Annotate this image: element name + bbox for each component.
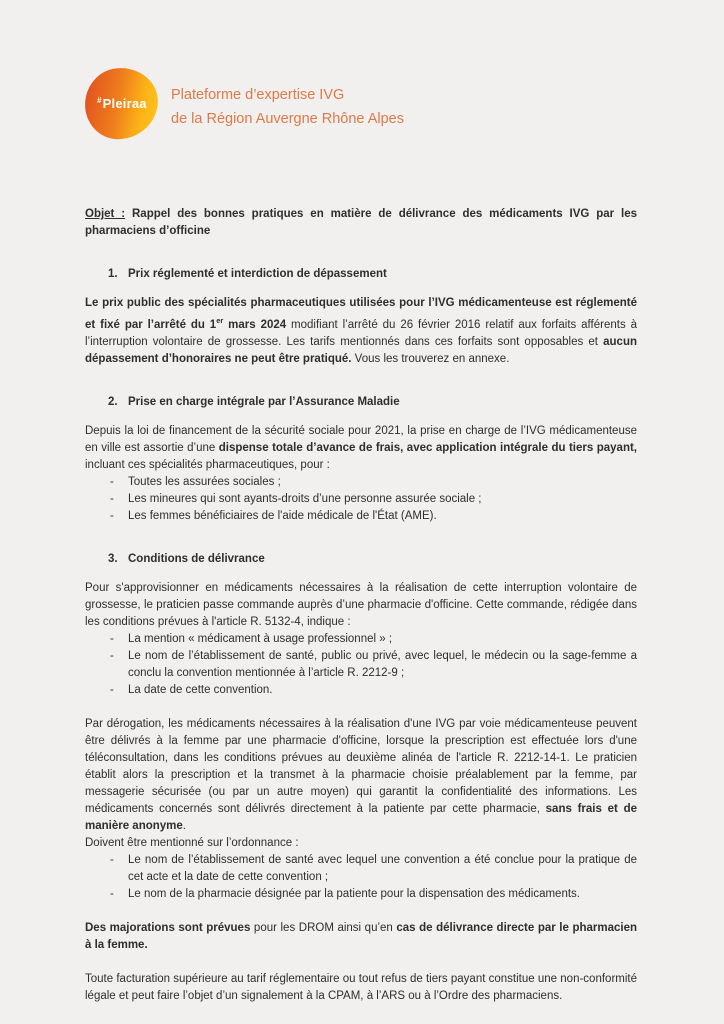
bullet-dash: - bbox=[110, 475, 114, 488]
section-3-bullet-list-1 bbox=[85, 631, 637, 699]
bullet-item: - Le nom de la pharmacie désignée par la patiente pour la dispensation des médicaments. bbox=[85, 886, 637, 903]
section-2-title: Prise en charge intégrale par l’Assurance Maladie bbox=[128, 395, 400, 408]
bullet-dash: - bbox=[110, 649, 114, 662]
bullet-item: - Les mineures qui sont ayants-droits d’une personne assurée sociale ; bbox=[85, 491, 637, 508]
section-3-paragraph-1: Pour s'approvisionner en médicaments nécessaires à la réalisation de cette interruption volontaire de grossesse, le praticien passe commande auprès d’une pharmacie d'officine. Cette commande, rédigée dans les conditions prévues à l'article R. 5132-4, indique : bbox=[85, 581, 637, 628]
section-1-heading bbox=[85, 266, 637, 283]
bullet-dash: - bbox=[110, 887, 114, 900]
bullet-item: - Le nom de l’établissement de santé, public ou privé, avec lequel, le médecin ou la sage-femme a conclu la convention mentionnée à l’article R. 2212-9 ; bbox=[85, 648, 637, 682]
bullet-item: - La date de cette convention. bbox=[85, 682, 637, 699]
ordonnance-intro-line: Doivent être mentionné sur l’ordonnance : bbox=[85, 836, 299, 849]
section-2-number: 2. bbox=[108, 395, 118, 408]
letterhead-title bbox=[171, 68, 404, 139]
subject-text: Rappel des bonnes pratiques en matière de délivrance des médicaments IVG par les pharmaciens d’officine bbox=[85, 208, 637, 237]
section-3-heading bbox=[85, 551, 637, 568]
logo-name: Pleiraa bbox=[102, 96, 147, 112]
bullet-dash: - bbox=[110, 632, 114, 645]
bullet-item: - La mention « médicament à usage professionnel » ; bbox=[85, 631, 637, 648]
bullet-item: - Toutes les assurées sociales ; bbox=[85, 474, 637, 491]
bullet-item: - Les femmes bénéficiaires de l'aide médicale de l'État (AME). bbox=[85, 508, 637, 525]
closing-paragraph-2: Toute facturation supérieure au tarif réglementaire ou tout refus de tiers payant constitue une non-conformité légale et peut faire l’objet d’un signalement à la CPAM, à l’ARS ou à l’Ordre des pharmaciens. bbox=[85, 972, 637, 1002]
bullet-dash: - bbox=[110, 683, 114, 696]
section-1-number: 1. bbox=[108, 268, 118, 280]
logo-wordmark bbox=[97, 96, 147, 111]
bullet-dash: - bbox=[110, 492, 114, 505]
letterhead bbox=[85, 0, 724, 139]
section-3-bullet-list-2 bbox=[85, 852, 637, 903]
logo-hash-icon: # bbox=[96, 96, 102, 106]
section-2-bullet-list bbox=[85, 474, 637, 525]
subject-line bbox=[85, 206, 637, 240]
section-2-paragraph: Depuis la loi de financement de la sécurité sociale pour 2021, la prise en charge de l’IVG médicamenteuse en ville est assortie d’une dispense totale d’avance de frais, avec application intégrale du tiers payant, incluant ces spécialités pharmaceutiques, pour : bbox=[85, 424, 638, 471]
section-3-paragraph-2: Par dérogation, les médicaments nécessaires à la réalisation d'une IVG par voie médicamenteuse peuvent être délivrés à la femme par une pharmacie d'officine, lorsque la prescription est effectuée lors d'une téléconsultation, dans les conditions prévues au deuxième alinéa de l'article R. 2212-14-1. Le praticien établit alors la prescription et la transmet à la pharmacie choisie préalablement par la femme, par messagerie sécurisée (ou par un autre moyen) qui garantit la confidentialité des informations. Les médicaments concernés sont délivrés directement à la patiente par cette pharmacie, sans frais et de manière anonyme. bbox=[85, 717, 638, 832]
pleiraa-logo bbox=[83, 66, 161, 142]
letterhead-title-line1: Plateforme d’expertise IVG bbox=[171, 87, 345, 103]
section-3-title: Conditions de délivrance bbox=[128, 552, 265, 565]
section-2-heading bbox=[85, 394, 637, 411]
subject-label: Objet : bbox=[85, 208, 126, 220]
closing-paragraph-1: Des majorations sont prévues pour les DROM ainsi qu’en cas de délivrance directe par le pharmacien à la femme. bbox=[85, 921, 637, 951]
bullet-item: - Le nom de l’établissement de santé avec lequel une convention a été conclue pour la pratique de cet acte et la date de cette convention ; bbox=[85, 852, 637, 886]
bullet-dash: - bbox=[110, 853, 114, 866]
section-1-title: Prix réglementé et interdiction de dépassement bbox=[128, 268, 387, 280]
bullet-dash: - bbox=[110, 509, 114, 522]
letterhead-title-line2: de la Région Auvergne Rhône Alpes bbox=[171, 110, 404, 127]
document-body bbox=[85, 206, 637, 1005]
section-3-number: 3. bbox=[108, 552, 118, 565]
section-1-paragraph: Le prix public des spécialités pharmaceutiques utilisées pour l’IVG médicamenteuse est réglementé et fixé par l’arrêté du 1er mars 2024 modifiant l’arrêté du 26 février 2016 relatif aux forfaits afférents à l’interruption volontaire de grossesse. Les tarifs mentionnés dans ces forfaits sont opposables et aucun dépassement d’honoraires ne peut être pratiqué. Vous les trouverez en annexe. bbox=[85, 297, 637, 365]
